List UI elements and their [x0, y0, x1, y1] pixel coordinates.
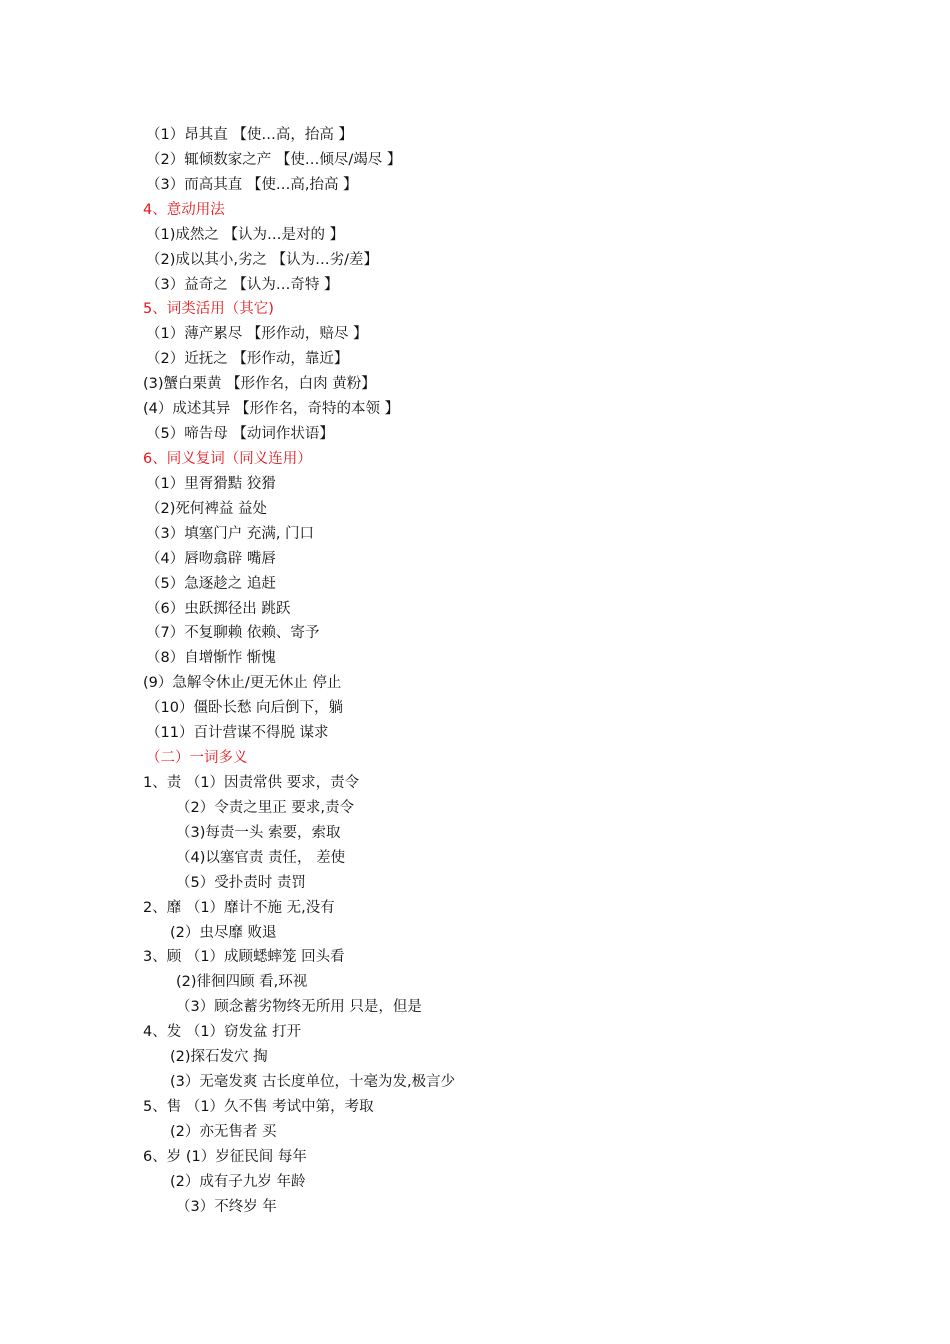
word-entry: 2、靡 （1）靡计不施 无,没有 — [143, 899, 335, 916]
text-line: （1）里胥猾黠 狡猾 — [146, 475, 276, 492]
section-heading: 6、同义复词（同义连用） — [143, 450, 312, 467]
word-sense: （3）顾念蓄劣物终无所用 只是，但是 — [176, 999, 422, 1016]
text-line: (3)蟹白栗黄 【形作名，白肉 黄粉】 — [143, 376, 376, 393]
section-heading: （二）一词多义 — [146, 750, 248, 767]
text-line: （1）薄产累尽 【形作动，赔尽 】 — [146, 326, 368, 343]
text-line: （4）唇吻翕辟 嘴唇 — [146, 550, 276, 567]
word-sense: (2）虫尽靡 败退 — [170, 924, 277, 941]
text-line: （8）自增惭怍 惭愧 — [146, 650, 276, 667]
word-sense: （2）令责之里正 要求,责令 — [176, 799, 354, 816]
text-line: （3）填塞门户 充满, 门口 — [146, 525, 315, 542]
text-line: （5）啼告母 【动词作状语】 — [146, 426, 334, 443]
text-line: （7）不复聊赖 依赖、寄予 — [146, 625, 320, 642]
text-line: （2）辄倾数家之产 【使…倾尽/竭尽 】 — [146, 151, 402, 168]
text-line: （1)成然之 【认为…是对的 】 — [146, 226, 345, 243]
text-line: （10）僵卧长愁 向后倒下，躺 — [146, 700, 344, 717]
word-sense: (2）亦无售者 买 — [170, 1123, 277, 1140]
section-heading: 5、词类活用（其它) — [143, 301, 274, 318]
text-line: （2)死何裨益 益处 — [146, 500, 267, 517]
text-line: （6）虫跃掷径出 跳跃 — [146, 600, 291, 617]
text-line: （2)成以其小,劣之 【认为…劣/差】 — [146, 251, 378, 268]
text-line: （3）益奇之 【认为…奇特 】 — [146, 276, 339, 293]
word-sense: (3）无毫发爽 古长度单位，十毫为发,极言少 — [170, 1074, 456, 1091]
text-line: （3）而高其直 【使…高,抬高 】 — [146, 176, 358, 193]
text-line: （5）急逐趁之 追赶 — [146, 575, 276, 592]
word-sense: (2）成有子九岁 年龄 — [170, 1173, 306, 1190]
word-sense: （4)以塞官责 责任， 差使 — [176, 849, 346, 866]
word-entry: 1、责 （1）因责常供 要求，责令 — [143, 774, 360, 791]
word-sense: (2)探石发穴 掏 — [170, 1049, 268, 1066]
text-line: (4）成述其异 【形作名，奇特的本领 】 — [143, 401, 400, 418]
text-line: （11）百计营谋不得脱 谋求 — [146, 725, 329, 742]
word-sense: (2)徘徊四顾 看,环视 — [176, 974, 308, 991]
word-entry: 3、顾 （1）成顾蟋蟀笼 回头看 — [143, 949, 345, 966]
text-line: （1）昂其直 【使…高，抬高 】 — [146, 127, 353, 143]
word-sense: （3）不终岁 年 — [176, 1198, 277, 1215]
word-entry: 6、岁 (1）岁征民间 每年 — [143, 1148, 307, 1165]
word-entry: 5、售 （1）久不售 考试中第，考取 — [143, 1098, 374, 1115]
section-heading: 4、意动用法 — [143, 201, 225, 218]
text-line: (9）急解令休止/更无休止 停止 — [143, 675, 342, 692]
word-entry: 4、发 （1）窃发盆 打开 — [143, 1024, 302, 1041]
text-line: （2）近抚之 【形作动，靠近】 — [146, 351, 349, 368]
word-sense: （5）受扑责时 责罚 — [176, 874, 306, 891]
document-page — [0, 123, 950, 1220]
word-sense: （3)每责一头 索要，索取 — [176, 824, 341, 841]
